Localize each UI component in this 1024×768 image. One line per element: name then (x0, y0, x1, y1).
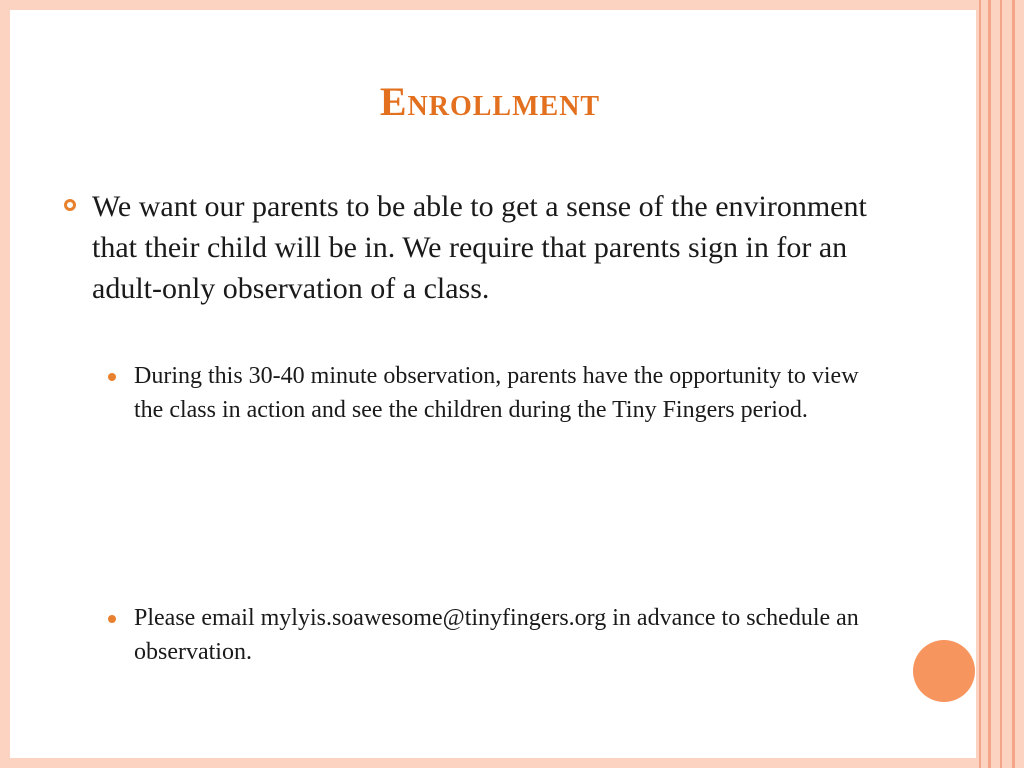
decorative-stripe (988, 0, 991, 768)
slide-title: Enrollment (379, 79, 601, 124)
frame-top-border (0, 0, 1024, 10)
ring-bullet-icon (64, 199, 76, 211)
sub-bullet-email: Please email mylyis.soawesome@tinyfingers.org in advance to schedule an observation. (134, 605, 859, 665)
decorative-circle-icon (913, 640, 975, 702)
dot-bullet-icon (108, 615, 116, 623)
dot-bullet-icon (108, 373, 116, 381)
frame-left-border (0, 0, 10, 768)
decorative-stripe (1012, 0, 1015, 768)
decorative-stripe (979, 0, 981, 768)
decorative-stripe (1000, 0, 1002, 768)
sub-bullet-observation: During this 30-40 minute observation, parents have the opportunity to view the class in action and see the children during the Tiny Fingers period. (134, 363, 859, 423)
bullet-text-main: We want our parents to be able to get a sense of the environment that their child will be in. We require that parents sign in for an adult-only observation of a class. (92, 190, 867, 305)
frame-bottom-border (0, 758, 1024, 768)
